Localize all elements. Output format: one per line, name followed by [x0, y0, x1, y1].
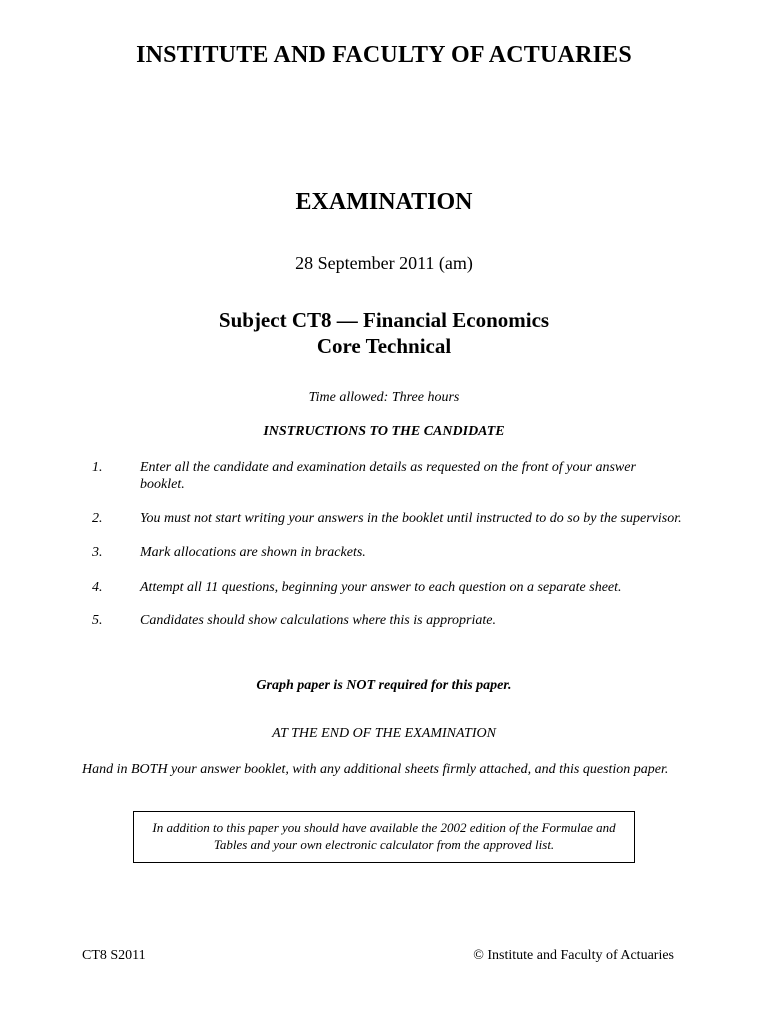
instruction-item	[92, 612, 682, 629]
instruction-number: 2.	[92, 511, 103, 526]
materials-note-box: In addition to this paper you should have available the 2002 edition of the Formulae and Tables and your own electronic calculator from the approved list.	[133, 811, 635, 863]
instruction-text: You must not start writing your answers in the booklet until instructed to do so by the supervisor.	[140, 511, 682, 526]
paper-code: CT8 S2011	[82, 948, 146, 963]
time-allowed: Time allowed: Three hours	[308, 390, 460, 405]
instruction-item	[92, 579, 682, 596]
instruction-text: Enter all the candidate and examination details as requested on the front of your answer booklet.	[140, 460, 636, 492]
subject-title	[0, 307, 768, 359]
exam-date: 28 September 2011 (am)	[295, 253, 473, 273]
graph-paper-note: Graph paper is NOT required for this paper.	[256, 678, 512, 693]
institute-name: INSTITUTE AND FACULTY OF ACTUARIES	[136, 42, 632, 68]
instruction-item	[92, 544, 682, 561]
instruction-text: Mark allocations are shown in brackets.	[140, 545, 366, 560]
instruction-number: 1.	[92, 460, 103, 475]
end-of-exam-heading: AT THE END OF THE EXAMINATION	[272, 726, 496, 741]
instruction-number: 4.	[92, 580, 103, 595]
instructions-list	[92, 459, 682, 629]
instruction-number: 3.	[92, 545, 103, 560]
instruction-text: Attempt all 11 questions, beginning your answer to each question on a separate sheet.	[140, 580, 622, 595]
exam-title: EXAMINATION	[295, 189, 473, 215]
copyright-notice: © Institute and Faculty of Actuaries	[473, 948, 674, 963]
subject-line-1: Subject CT8 — Financial Economics	[218, 308, 550, 332]
instructions-heading: INSTRUCTIONS TO THE CANDIDATE	[263, 424, 505, 439]
instruction-text: Candidates should show calculations where this is appropriate.	[140, 613, 496, 628]
subject-line-2: Core Technical	[316, 334, 452, 358]
instruction-item	[92, 459, 682, 493]
instruction-number: 5.	[92, 613, 103, 628]
hand-in-instruction: Hand in BOTH your answer booklet, with any additional sheets firmly attached, and this question paper.	[82, 762, 669, 777]
instruction-item	[92, 510, 682, 527]
